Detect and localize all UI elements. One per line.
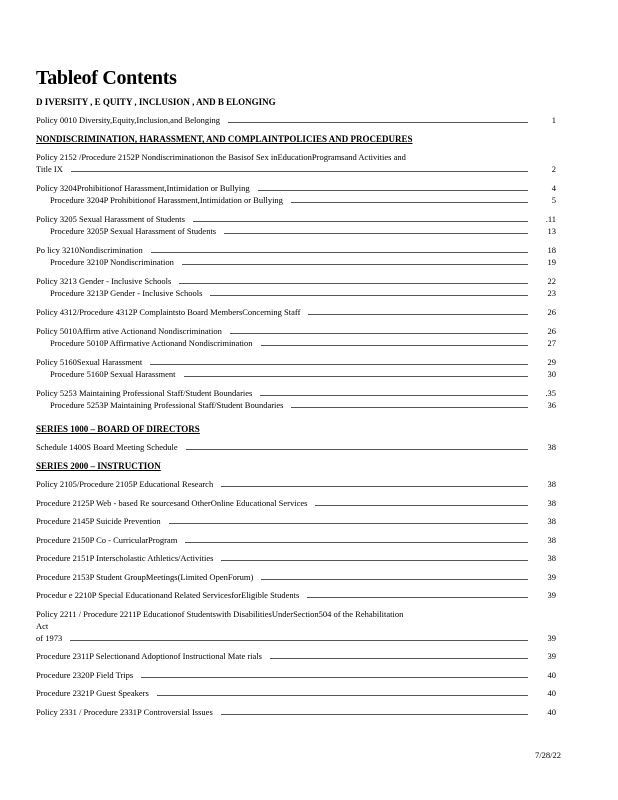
page-number: 18 — [547, 245, 556, 255]
toc-entry[interactable] — [36, 325, 556, 349]
toc-entry[interactable] — [36, 706, 556, 718]
page-number: 38 — [547, 442, 556, 452]
dot-leader — [230, 333, 528, 334]
entry-text: Policy 2152 /Procedure 2152P Nondiscriminationon the Basisof Sex inEducationProgramsand Activities and — [36, 152, 406, 162]
page-number: .35 — [545, 388, 556, 398]
entry-text: Procedure 3210P Nondiscrimination — [50, 257, 174, 267]
section-heading: D IVERSITY , E QUITY , INCLUSION , AND B ELONGING — [36, 97, 276, 107]
dot-leader — [228, 122, 528, 123]
page-number: 30 — [547, 369, 556, 379]
dot-leader — [258, 190, 528, 191]
page-number: 39 — [547, 571, 556, 582]
entry-text: Policy 0010 Diversity,Equity,Inclusion,and Belonging — [36, 115, 220, 125]
entry-text: Act — [36, 620, 49, 631]
page-number: 22 — [547, 276, 556, 286]
entry-text: Schedule 1400S Board Meeting Schedule — [36, 442, 178, 452]
entry-text: Procedure 5160P Sexual Harassment — [50, 369, 176, 379]
page-number: 26 — [547, 307, 556, 317]
page-number: 40 — [547, 706, 556, 717]
footer-date: 7/28/22 — [535, 750, 561, 760]
entry-text: Procedure 5253P Maintaining Professional Staff/Student Boundaries — [50, 400, 284, 410]
entry-text: of 1973 — [36, 632, 63, 643]
page-number: 38 — [547, 497, 556, 508]
page-number: 1 — [551, 115, 556, 125]
entry-text: Procedure 3204P Prohibitionof Harassment,Intimidation or Bullying — [50, 195, 283, 205]
dot-leader — [70, 640, 528, 641]
toc-entry[interactable] — [36, 441, 556, 453]
dot-leader — [157, 695, 528, 696]
toc-entry[interactable] — [36, 515, 556, 527]
dot-leader — [291, 407, 528, 408]
page-number: 5 — [551, 195, 556, 205]
page-number: 38 — [547, 553, 556, 563]
page-number: 38 — [547, 516, 556, 526]
table-of-contents — [36, 66, 556, 724]
entry-text: Procedure 2320P Field Trips — [36, 669, 134, 680]
toc-entry[interactable] — [36, 182, 556, 206]
dot-leader — [291, 202, 528, 203]
toc-entry[interactable] — [36, 306, 556, 318]
page-number: 27 — [547, 338, 556, 348]
dot-leader — [315, 505, 528, 506]
dot-leader — [186, 449, 528, 450]
dot-leader — [221, 714, 528, 715]
dot-leader — [71, 171, 528, 172]
page-number: 40 — [547, 669, 556, 680]
toc-title: Tableof Contents — [36, 67, 177, 89]
dot-leader — [308, 314, 528, 315]
page-number: 38 — [547, 534, 556, 545]
page-number: 38 — [547, 479, 556, 489]
dot-leader — [182, 264, 528, 265]
dot-leader — [307, 597, 528, 598]
entry-text: Policy 3204Prohibitionof Harassment,Intimidation or Bullying — [36, 183, 250, 193]
toc-entry[interactable] — [36, 114, 556, 126]
dot-leader — [221, 486, 528, 487]
entry-text: Procedur e 2210P Special Educationand Related ServicesforEligible Students — [36, 590, 300, 600]
toc-entry[interactable] — [36, 151, 556, 175]
dot-leader — [260, 395, 528, 396]
section-heading: NONDISCRIMINATION, HARASSMENT, AND COMPLAINTPOLICIES AND PROCEDURES — [36, 134, 413, 144]
entry-text: Policy 2105/Procedure 2105P Educational Research — [36, 479, 214, 489]
page-number: 39 — [547, 632, 556, 643]
page-number: 39 — [547, 590, 556, 600]
dot-leader — [261, 345, 528, 346]
dot-leader — [151, 252, 528, 253]
entry-text: Policy 5253 Maintaining Professional Staff/Student Boundaries — [36, 388, 253, 398]
toc-entry[interactable] — [36, 213, 556, 237]
dot-leader — [141, 677, 528, 678]
dot-leader — [179, 283, 528, 284]
dot-leader — [184, 376, 528, 377]
entry-text: Policy 2211 / Procedure 2211P Educationof Studentswith DisabilitiesUnderSection504 of the Rehabilitation — [36, 608, 404, 619]
entry-text: Procedure 2125P Web - based Re sourcesand OtherOnline Educational Services — [36, 497, 308, 508]
entry-text: Procedure 2153P Student GroupMeetings(Limited OpenForum) — [36, 571, 254, 582]
entry-text: Procedure 5010P Affirmative Actionand Nondiscrimination — [50, 338, 253, 348]
toc-entry[interactable] — [36, 387, 556, 411]
toc-entry[interactable] — [36, 478, 556, 490]
dot-leader — [261, 579, 528, 580]
page-number: 19 — [547, 257, 556, 267]
dot-leader — [193, 221, 528, 222]
dot-leader — [150, 364, 528, 365]
entry-text: Policy 4312/Procedure 4312P Complaintsto Board MembersConcerning Staff — [36, 307, 301, 317]
toc-entry[interactable] — [36, 571, 556, 583]
toc-entry[interactable] — [36, 669, 556, 681]
toc-entry[interactable] — [36, 244, 556, 268]
entry-text: Policy 5160Sexual Harassment — [36, 357, 143, 367]
entry-text: Procedure 2151P Interscholastic Athletics/Activities — [36, 553, 214, 563]
section-heading: SERIES 1000 – BOARD OF DIRECTORS — [36, 424, 200, 434]
entry-text: Procedure 2145P Suicide Prevention — [36, 516, 161, 526]
entry-text: Procedure 2311P Selectionand Adoptionof Instructional Mate rials — [36, 651, 262, 661]
toc-entry[interactable] — [36, 552, 556, 564]
toc-entry[interactable] — [36, 275, 556, 299]
page-number: 2 — [551, 164, 556, 174]
page-number: 40 — [547, 688, 556, 698]
entry-text: Procedure 2321P Guest Speakers — [36, 688, 149, 698]
dot-leader — [224, 233, 528, 234]
section-heading: SERIES 2000 – INSTRUCTION — [36, 461, 161, 471]
page-number: 29 — [547, 357, 556, 367]
page-number: 39 — [547, 651, 556, 661]
dot-leader — [185, 542, 528, 543]
entry-text: Policy 5010Affirm ative Actionand Nondiscrimination — [36, 326, 222, 336]
entry-text: Procedure 3205P Sexual Harassment of Students — [50, 226, 217, 236]
toc-entry[interactable] — [36, 356, 556, 380]
entry-text: Procedure 3213P Gender - Inclusive Schools — [50, 288, 203, 298]
toc-entry[interactable] — [36, 534, 556, 546]
toc-entry[interactable] — [36, 687, 556, 699]
page-number: 13 — [547, 226, 556, 236]
entry-text: Policy 2331 / Procedure 2331P Controversial Issues — [36, 706, 213, 717]
entry-text: Po licy 3210Nondiscrimination — [36, 245, 143, 255]
page-number: .11 — [545, 214, 556, 224]
entry-text: Title IX — [36, 164, 63, 174]
toc-entry[interactable] — [36, 589, 556, 601]
page-number: 26 — [547, 326, 556, 336]
dot-leader — [210, 295, 528, 296]
toc-entry[interactable] — [36, 608, 556, 644]
dot-leader — [221, 560, 528, 561]
page-number: 36 — [547, 400, 556, 410]
toc-sections — [36, 96, 556, 718]
dot-leader — [169, 523, 528, 524]
page-number: 23 — [547, 288, 556, 298]
toc-entry[interactable] — [36, 650, 556, 662]
entry-text: Policy 3205 Sexual Harassment of Students — [36, 214, 185, 224]
toc-entry[interactable] — [36, 497, 556, 509]
page-number: 4 — [551, 183, 556, 193]
entry-text: Procedure 2150P Co - CurricularProgram — [36, 534, 178, 545]
dot-leader — [270, 658, 528, 659]
entry-text: Policy 3213 Gender - Inclusive Schools — [36, 276, 172, 286]
